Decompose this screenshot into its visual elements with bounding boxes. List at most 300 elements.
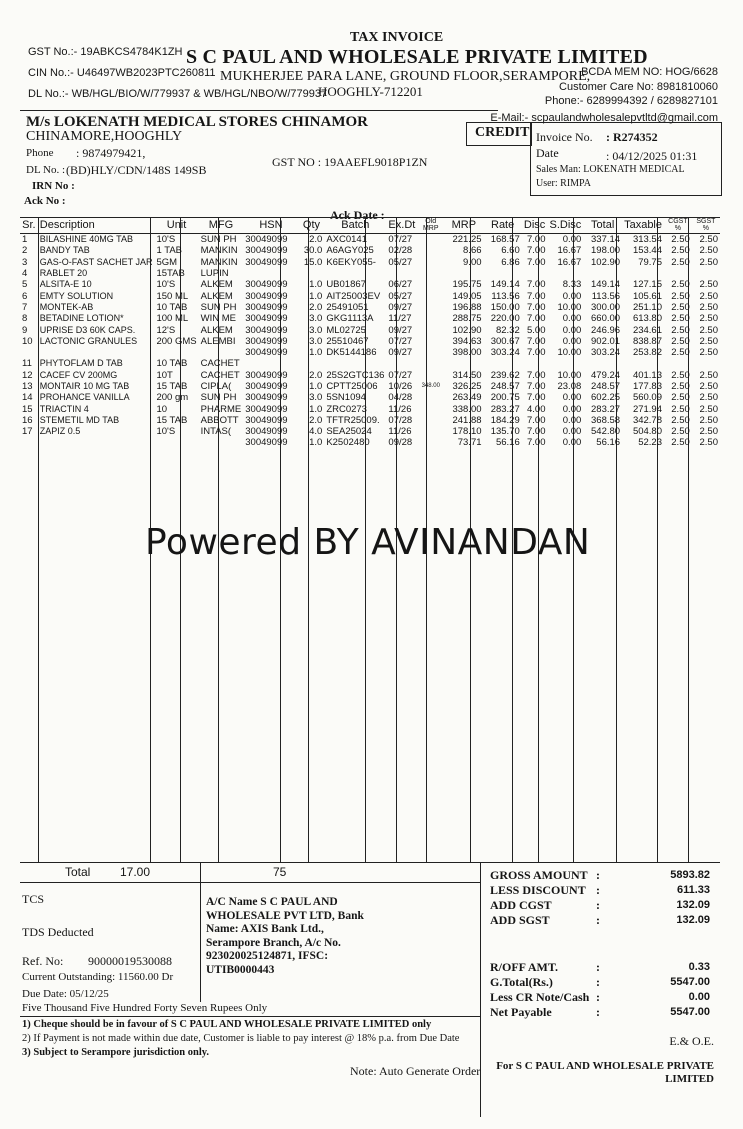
cell-taxable: 313.54 [632, 234, 662, 246]
cell-oldmrp [417, 268, 444, 279]
cell-disc [522, 268, 548, 279]
invoice-no-label: Invoice No. [536, 130, 593, 144]
col-disc: Disc [522, 217, 548, 234]
bank-details: A/C Name S C PAUL AND WHOLESALE PVT LTD, Bank Name: AXIS Bank Ltd., Serampore Branch, A/c No. 923020025124871, IFSC: UTIB0000443 [206, 896, 364, 976]
cell-mfg: PHARME [200, 403, 242, 415]
cell-sdisc: 0.00 [562, 403, 582, 415]
cell-total: 303.24 [591, 347, 621, 359]
cell-sgst: 2.50 [699, 335, 718, 347]
cell-mfg: ALKEM [200, 324, 233, 336]
cell-sr [20, 437, 38, 448]
cell-sr: 2 [22, 245, 28, 257]
cell-total: 602.25 [591, 392, 621, 404]
cell-disc: 7.00 [526, 335, 546, 347]
cell-oldmrp [417, 437, 444, 448]
summary-value: 611.33 [676, 884, 710, 896]
cell-unit: 10 TAB [156, 301, 188, 313]
cell-rate: 283.27 [490, 403, 520, 415]
cell-total: 542.80 [591, 426, 621, 438]
cell-rate: 149.14 [490, 279, 520, 291]
cell-total: 283.27 [591, 403, 621, 415]
col-mrp: MRP [444, 217, 483, 234]
cell-sdisc: 0.00 [562, 234, 582, 246]
cell-qty: 4.0 [309, 426, 323, 438]
cell-oldmrp [417, 426, 444, 437]
cell-oldmrp [417, 234, 444, 246]
cell-sgst: 2.50 [699, 324, 718, 336]
cell-oldmrp [417, 302, 444, 313]
cell-desc: LACTONIC GRANULES [39, 335, 138, 346]
cell-taxable: 52.23 [638, 437, 662, 449]
cell-mrp: 288.75 [452, 313, 482, 325]
summary-colon: : [596, 898, 600, 912]
cell-unit: 15TAB [156, 268, 185, 280]
col-sgst: SGST % [692, 217, 720, 234]
cell-mrp: 263.49 [452, 392, 482, 404]
cell-hsn: 30049099 [245, 301, 288, 313]
cell-taxable: 234.61 [632, 324, 662, 336]
cell-taxable: 504.80 [632, 426, 662, 438]
cell-desc: GAS-O-FAST SACHET JAR [39, 256, 153, 267]
table-row [20, 302, 720, 313]
customer-city: CHINAMORE,HOOGHLY [26, 129, 183, 144]
table-row [20, 426, 720, 437]
cell-exdt [386, 358, 417, 369]
invoice-date-label: Date [536, 146, 559, 160]
cell-mfg: ALKEM [200, 279, 233, 291]
cell-sdisc: 8.33 [562, 279, 582, 291]
cell-batch: UB01867 [326, 279, 366, 291]
cell-sdisc: 10.00 [557, 369, 582, 381]
cell-qty: 3.0 [309, 335, 323, 347]
cell-cgst [664, 358, 692, 369]
cell-desc: UPRISE D3 60K CAPS. [39, 324, 136, 335]
table-row [20, 324, 720, 335]
cell-rate: 239.62 [490, 369, 520, 381]
cell-rate: 248.57 [490, 381, 520, 392]
cell-mrp: 314.50 [452, 369, 482, 381]
cell-sdisc: 0.00 [562, 290, 582, 302]
cell-sgst: 2.50 [699, 290, 718, 302]
col-cgst: CGST % [664, 217, 692, 234]
cell-cgst: 2.50 [671, 245, 690, 257]
cell-hsn: 30049099 [245, 245, 288, 257]
cell-exdt: 11/27 [388, 313, 412, 325]
cell-cgst: 2.50 [671, 256, 690, 268]
cell-total [583, 268, 622, 279]
cell-rate: 135.70 [490, 426, 520, 438]
cell-hsn: 30049099 [245, 437, 288, 449]
customer-name: M/s LOKENATH MEDICAL STORES CHINAMOR [26, 114, 368, 130]
cell-qty: 3.0 [309, 313, 323, 325]
cell-cgst: 2.50 [671, 313, 690, 325]
cell-taxable: 253.82 [632, 347, 662, 359]
cell-mrp: 326.25 [452, 381, 482, 392]
cell-hsn: 30049099 [245, 279, 288, 291]
bank-col-left [200, 862, 201, 1002]
cell-unit: 15 TAB [156, 381, 188, 392]
cell-hsn: 30049099 [245, 234, 288, 246]
summary-value: 132.09 [676, 899, 710, 911]
cell-taxable: 153.44 [632, 245, 662, 257]
cell-unit: 150 ML [156, 290, 189, 302]
cell-oldmrp: 348.00 [421, 383, 440, 389]
cell-rate: 303.24 [490, 347, 520, 359]
cell-sgst: 2.50 [699, 392, 718, 404]
cell-qty: 1.0 [309, 403, 323, 415]
cell-taxable [622, 268, 664, 279]
cell-unit: 15 TAB [156, 414, 188, 426]
note-interest: 2) If Payment is not made within due date, Customer is liable to pay interest @ 18% p.a. from Due Date [22, 1033, 460, 1044]
cell-sgst: 2.50 [699, 313, 718, 325]
cell-unit: 10'S [156, 234, 176, 246]
cell-exdt: 04/28 [388, 392, 413, 404]
cell-exdt: 05/27 [388, 256, 413, 268]
cell-unit: 5GM [156, 256, 178, 268]
summary-colon: : [596, 913, 600, 927]
cell-total: 660.00 [591, 313, 621, 325]
cell-rate: 168.57 [490, 234, 520, 246]
cell-exdt: 07/27 [388, 234, 413, 246]
cell-disc: 7.00 [526, 392, 546, 404]
cell-unit: 10'S [156, 426, 176, 438]
cell-hsn: 30049099 [245, 347, 288, 359]
summary-value: 5547.00 [670, 1006, 710, 1018]
summary-label: Less CR Note/Cash [490, 990, 590, 1004]
cell-batch: ML02725 [326, 324, 366, 336]
customer-gst: GST NO : 19AAEFL9018P1ZN [272, 155, 428, 169]
cell-hsn: 30049099 [245, 381, 288, 392]
cell-taxable: 838.87 [632, 335, 662, 347]
cell-exdt: 10/26 [388, 381, 413, 392]
cell-qty: 1.0 [309, 279, 323, 291]
cell-sgst: 2.50 [699, 347, 718, 359]
cell-total: 248.57 [591, 381, 621, 392]
cell-mfg: ALKEM [200, 290, 233, 302]
cell-desc: CACEF CV 200MG [39, 369, 118, 380]
col-unit: Unit [154, 217, 198, 234]
cell-desc: PROHANCE VANILLA [39, 392, 130, 403]
cell-taxable: 613.80 [632, 313, 662, 325]
cell-exdt: 11/26 [388, 426, 412, 438]
cell-cgst: 2.50 [671, 392, 690, 404]
cell-sr: 10 [22, 335, 33, 347]
cell-sdisc: 0.00 [562, 414, 582, 426]
note-cheque: 1) Cheque should be in favour of S C PAUL AND WHOLESALE PRIVATE LIMITED only [22, 1019, 432, 1030]
cell-disc: 7.00 [526, 437, 546, 449]
cell-exdt: 09/27 [388, 347, 413, 359]
cell-sgst: 2.50 [699, 234, 718, 246]
cell-cgst: 2.50 [671, 414, 690, 426]
cell-taxable: 79.75 [638, 256, 662, 268]
cell-mrp: 73.71 [457, 437, 482, 449]
table-row [20, 336, 720, 347]
cell-mfg: SUN PH [200, 301, 237, 313]
cell-mrp: 195.75 [452, 279, 482, 291]
cell-batch: ZRC0273 [326, 403, 367, 415]
cell-sr: 6 [22, 290, 28, 302]
cell-sr: 17 [22, 426, 33, 438]
cell-sdisc: 0.00 [562, 313, 582, 325]
address-line1: MUKHERJEE PARA LANE, GROUND FLOOR,SERAMPORE, [220, 69, 591, 84]
cell-rate: 6.60 [501, 245, 520, 257]
cell-taxable [622, 358, 664, 369]
summary-colon: : [596, 883, 600, 897]
cell-sdisc: 0.00 [562, 437, 582, 449]
cell-sdisc: 0.00 [562, 335, 582, 347]
cell-total: 149.14 [591, 279, 621, 291]
cell-total: 368.58 [591, 414, 621, 426]
cell-desc: MONTEK-AB [39, 301, 94, 312]
cell-unit: 100 ML [156, 313, 189, 325]
cell-sgst: 2.50 [699, 414, 718, 426]
cell-cgst: 2.50 [671, 369, 690, 381]
cell-sr: 1 [22, 234, 28, 246]
items-table [20, 217, 720, 449]
summary-label: R/OFF AMT. [490, 960, 558, 974]
cell-cgst: 2.50 [671, 279, 690, 291]
cell-sr: 11 [22, 358, 32, 370]
doc-type: TAX INVOICE [350, 30, 444, 45]
col-qty: Qty [299, 217, 325, 234]
company-name: S C PAUL AND WHOLESALE PRIVATE LIMITED [186, 46, 648, 68]
cell-oldmrp [417, 403, 444, 414]
cell-hsn: 30049099 [245, 414, 288, 426]
cell-exdt: 07/27 [388, 335, 413, 347]
cell-mrp: 394.63 [452, 335, 482, 347]
cell-hsn: 30049099 [245, 290, 288, 302]
ref-no-label: Ref. No: [22, 954, 64, 968]
customer-phone-label: Phone [26, 147, 54, 159]
cell-qty: 3.0 [309, 324, 323, 336]
auto-note: Note: Auto Generate Order [350, 1064, 481, 1078]
cell-oldmrp [417, 392, 444, 403]
table-row [20, 268, 720, 279]
cell-total: 337.14 [591, 234, 621, 246]
cell-mrp: 9.00 [463, 256, 482, 268]
cell-sgst: 2.50 [699, 426, 718, 438]
cell-total: 56.16 [596, 437, 621, 449]
ack-label: Ack No : [24, 195, 66, 207]
cell-cgst: 2.50 [671, 290, 690, 302]
ref-no: 90000019530088 [88, 954, 172, 968]
total-qty: 75 [273, 865, 287, 879]
cell-disc: 7.00 [526, 313, 546, 325]
current-outstanding: Current Outstanding: 11560.00 Dr [22, 971, 174, 983]
summary-label: ADD SGST [490, 913, 550, 927]
cell-exdt: 06/27 [388, 279, 413, 291]
cell-sr: 4 [22, 268, 28, 280]
cell-cgst: 2.50 [671, 301, 690, 313]
cell-sr [20, 347, 38, 358]
cell-rate: 150.00 [490, 301, 520, 313]
cell-exdt: 07/27 [388, 369, 413, 381]
table-row [20, 347, 720, 358]
cell-sr: 15 [22, 403, 33, 415]
cell-taxable: 560.09 [632, 392, 662, 404]
cell-mrp [444, 268, 483, 279]
col-batch: Batch [324, 217, 386, 234]
dl-number: DL No.:- WB/HGL/BIO/W/779937 & WB/HGL/NBO/W/779937 [28, 88, 328, 100]
cell-cgst: 2.50 [671, 426, 690, 438]
cell-batch: SEA25024 [326, 426, 372, 438]
tcs-label: TCS [22, 892, 45, 906]
cell-unit: 200 GMS [156, 335, 197, 347]
summary-value: 0.33 [688, 961, 710, 973]
cell-rate: 300.67 [490, 335, 520, 347]
cell-sr: 9 [22, 324, 28, 336]
cell-mfg: LUPIN [200, 268, 229, 280]
cell-disc: 7.00 [526, 381, 546, 392]
cell-oldmrp [417, 279, 444, 290]
cell-batch: TFTR25009. [326, 414, 380, 426]
payment-type: CREDIT [475, 125, 530, 140]
cell-disc: 7.00 [526, 414, 546, 426]
cell-exdt: 11/26 [388, 403, 412, 415]
cell-mfg: CACHET [200, 369, 240, 381]
cell-disc: 7.00 [526, 369, 546, 381]
invoice-page [20, 22, 720, 1117]
cell-unit: 12'S [156, 324, 176, 336]
cell-rate: 6.86 [501, 256, 520, 268]
cell-sdisc: 10.00 [557, 301, 582, 313]
cell-sdisc: 16.67 [557, 245, 582, 257]
cell-hsn [243, 358, 298, 369]
summary-colon: : [596, 975, 600, 989]
cell-qty: 2.0 [309, 414, 323, 426]
cell-mrp: 221.25 [452, 234, 482, 246]
cell-taxable: 177.83 [632, 381, 662, 392]
cell-exdt: 07/28 [388, 414, 413, 426]
cell-desc: BETADINE LOTION* [39, 313, 124, 324]
cell-qty: 2.0 [309, 369, 323, 381]
cell-hsn: 30049099 [245, 324, 288, 336]
table-row [20, 245, 720, 256]
cell-total [583, 358, 622, 369]
cell-exdt: 09/28 [388, 437, 413, 449]
cell-disc: 7.00 [526, 426, 546, 438]
cell-batch: 25491051 [326, 301, 369, 313]
cell-mfg: CACHET [200, 358, 240, 370]
cell-qty [299, 358, 325, 369]
cell-sr: 7 [22, 301, 28, 313]
table-row [20, 415, 720, 426]
col-description: Description [38, 217, 155, 234]
sales-man: Sales Man: LOKENATH MEDICAL [536, 164, 685, 175]
cell-unit: 10'S [156, 279, 176, 291]
cell-mfg [199, 437, 244, 448]
cell-batch: AXC0141 [326, 234, 367, 246]
cell-oldmrp [417, 336, 444, 347]
watermark: Powered BY AVINANDAN [145, 522, 591, 563]
cell-batch: 5SN1094 [326, 392, 366, 404]
cell-batch: K6EKY055- [326, 256, 376, 268]
cell-desc [38, 437, 155, 448]
cell-desc: STEMETIL MD TAB [39, 414, 120, 425]
cell-mrp [444, 358, 483, 369]
summary-value: 5893.82 [670, 869, 710, 881]
cell-sr: 16 [22, 414, 33, 426]
ack-date-label: Ack Date : [330, 208, 385, 222]
due-date: Due Date: 05/12/25 [22, 988, 109, 1000]
cell-sgst: 2.50 [699, 256, 718, 268]
cell-oldmrp [417, 324, 444, 335]
cell-disc: 7.00 [526, 234, 546, 246]
totals-top-border [20, 862, 720, 863]
table-row [20, 234, 720, 246]
cell-mfg: SUN PH [200, 392, 237, 404]
cell-sgst: 2.50 [699, 437, 718, 449]
col-oldmrp: Old MRP [417, 217, 444, 234]
cell-oldmrp [417, 290, 444, 301]
table-row [20, 279, 720, 290]
cell-unit [154, 347, 198, 358]
cell-batch: DK5144186 [326, 347, 377, 359]
cell-disc: 5.00 [526, 324, 546, 336]
invoice-no: : R274352 [606, 130, 658, 144]
table-row [20, 392, 720, 403]
cell-mfg: MANKIN [200, 256, 238, 268]
col-sdisc: S.Disc [547, 217, 583, 234]
cell-rate: 200.75 [490, 392, 520, 404]
cell-hsn: 30049099 [245, 313, 288, 325]
cell-sr: 12 [22, 369, 33, 381]
cell-mfg: INTAS( [200, 426, 232, 438]
cell-mfg [199, 347, 244, 358]
cell-mfg: ABBOTT [200, 414, 239, 426]
cell-hsn: 30049099 [245, 392, 288, 404]
bcda-number: BCDA MEM NO: HOG/6628 [581, 66, 718, 78]
cell-sgst: 2.50 [699, 381, 718, 392]
cell-oldmrp [417, 358, 444, 369]
cell-exdt [386, 268, 417, 279]
cell-hsn [243, 268, 298, 279]
gst-number: GST No.:- 19ABKCS4784K1ZH [28, 46, 183, 58]
cell-taxable: 105.61 [632, 290, 662, 302]
cell-sdisc: 0.00 [562, 324, 582, 336]
cell-sdisc: 10.00 [557, 347, 582, 359]
col-sr: Sr. [20, 217, 38, 234]
table-row [20, 437, 720, 448]
cell-cgst: 2.50 [671, 234, 690, 246]
col-exdt: Ex.Dt [386, 217, 417, 234]
cell-mfg: SUN PH [200, 234, 237, 246]
cell-oldmrp [417, 347, 444, 358]
cell-rate: 184.29 [490, 414, 520, 426]
cell-batch: 25510467 [326, 335, 369, 347]
summary-value: 5547.00 [670, 976, 710, 988]
customer-dl: (BD)HLY/CDN/148S 149SB [66, 163, 207, 177]
cell-qty: 2.0 [309, 301, 323, 313]
cell-mrp: 102.90 [452, 324, 482, 336]
cell-unit: 10 TAB [156, 358, 188, 370]
cell-cgst: 2.50 [671, 324, 690, 336]
cell-rate: 56.16 [495, 437, 520, 449]
cell-mrp: 149.05 [452, 290, 482, 302]
cell-batch: CPTT25006 [326, 381, 378, 392]
company-email: E-Mail:- scpaulandwholesalepvtltd@gmail.com [490, 112, 718, 124]
cell-cgst: 2.50 [671, 403, 690, 415]
cell-batch: GKG1113A [326, 313, 374, 325]
cell-sgst: 2.50 [699, 245, 718, 257]
cell-cgst: 2.50 [671, 437, 690, 449]
cell-rate [484, 358, 522, 369]
cell-taxable: 251.10 [632, 301, 662, 313]
cell-sgst: 2.50 [699, 369, 718, 381]
cell-batch: A6AGY025 [326, 245, 374, 257]
summary-label: G.Total(Rs.) [490, 975, 553, 989]
total-label: Total [65, 865, 91, 879]
